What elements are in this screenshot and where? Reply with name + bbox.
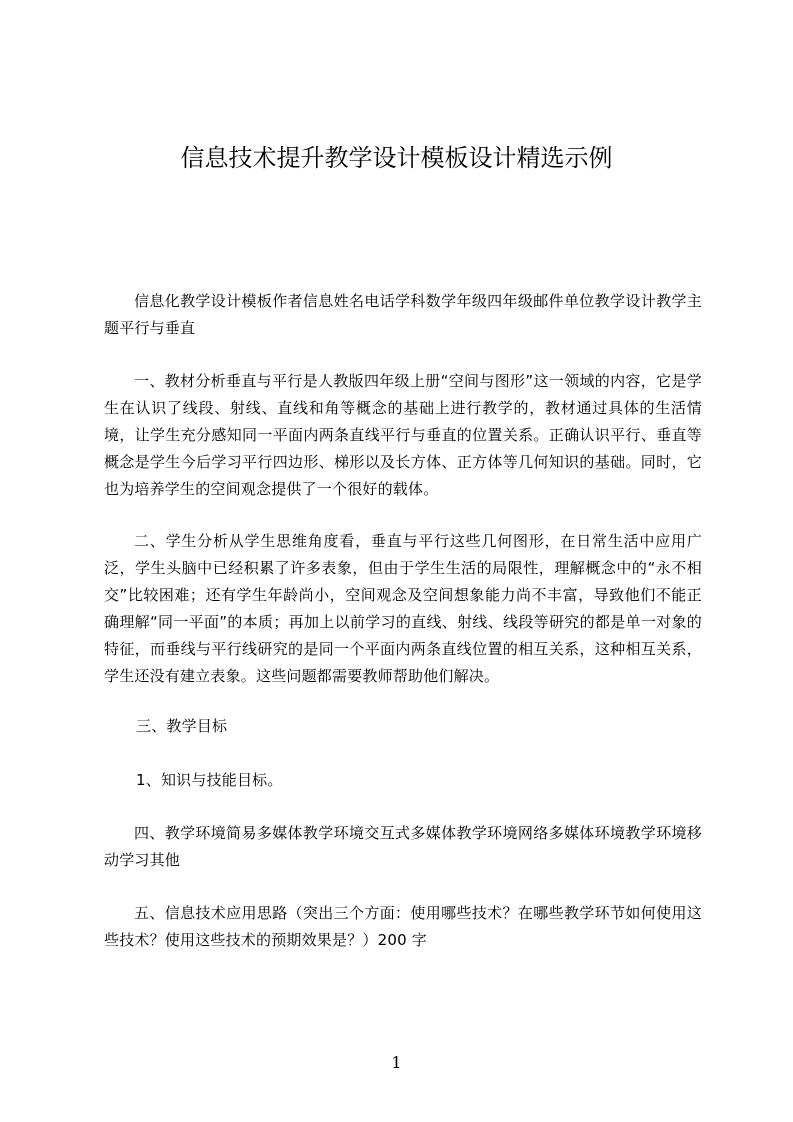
document-title: 信息技术提升教学设计模板设计精选示例: [180, 144, 613, 172]
textbook-analysis-block: [104, 368, 702, 503]
teaching-environment-paragraph: 四、教学环境简易多媒体教学环境交互式多媒体教学环境网络多媒体环境教学环境移动学习其他: [104, 824, 702, 869]
textbook-analysis-paragraph: 一、教材分析垂直与平行是人教版四年级上册“空间与图形”这一领域的内容，它是学生在认识了线段、射线、直线和角等概念的基础上进行教学的，教材通过具体的生活情境，让学生充分感知同一平面内两条直线平行与垂直的位置关系。正确认识平行、垂直等概念是学生今后学习平行四边形、梯形以及长方体、正方体等几何知识的基础。同时，它也为培养学生的空间观念提供了一个很好的载体。: [104, 372, 702, 498]
teaching-goals-heading-block: [104, 713, 702, 740]
technology-application-block: [104, 900, 702, 954]
intro-paragraph-block: [104, 288, 702, 342]
technology-application-paragraph: 五、信息技术应用思路（突出三个方面：使用哪些技术？在哪些教学环节如何使用这些技术？使用这些技术的预期效果是？）200 字: [104, 904, 702, 949]
teaching-goals-heading: 三、教学目标: [136, 717, 228, 735]
student-analysis-paragraph: 二、学生分析从学生思维角度看，垂直与平行这些几何图形，在日常生活中应用广泛，学生头脑中已经积累了许多表象，但由于学生生活的局限性，理解概念中的“永不相交”比较困难；还有学生年龄尚小，空间观念及空间想象能力尚不丰富，导致他们不能正确理解“同一平面”的本质；再加上以前学习的直线、射线、线段等研究的都是单一对象的特征，而垂线与平行线研究的是同一个平面内两条直线位置的相互关系，这种相互关系，学生还没有建立表象。这些问题都需要教师帮助他们解决。: [104, 532, 702, 685]
intro-paragraph: 信息化教学设计模板作者信息姓名电话学科数学年级四年级邮件单位教学设计教学主题平行与垂直: [104, 292, 702, 337]
knowledge-skill-goal-block: [104, 767, 702, 794]
page-number: 1: [391, 1053, 402, 1072]
knowledge-skill-goal: 1、知识与技能目标。: [136, 771, 283, 789]
student-analysis-block: [104, 528, 702, 690]
teaching-environment-block: [104, 820, 702, 874]
